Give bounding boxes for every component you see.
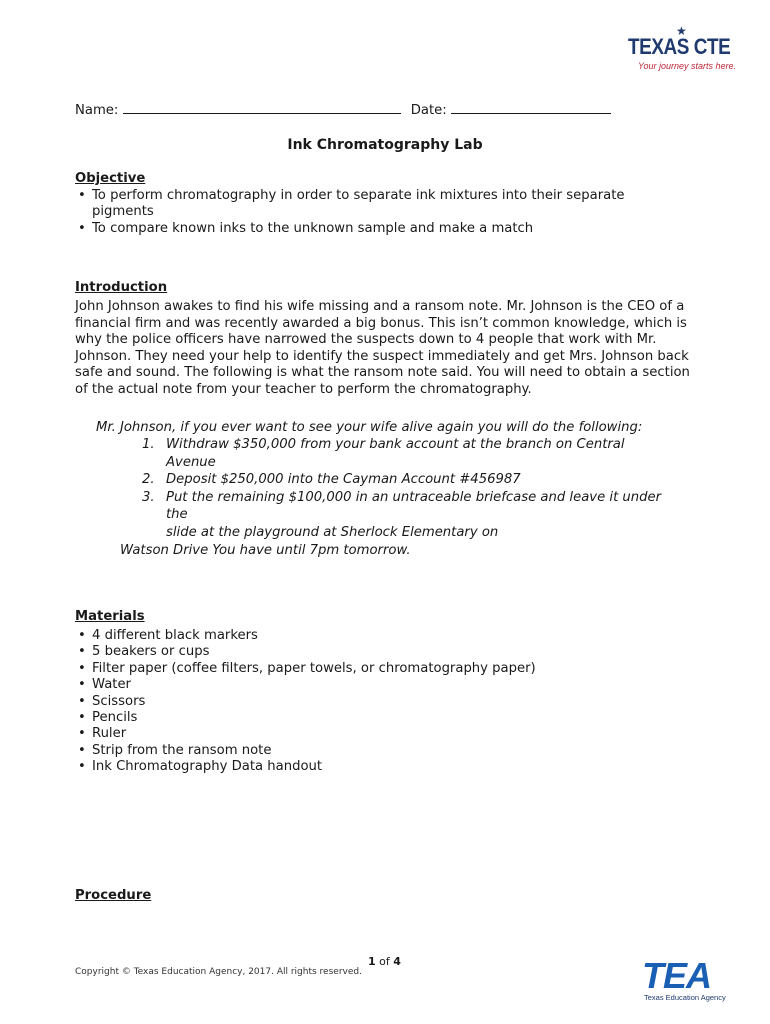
ransom-continuation-1: slide at the playground at Sherlock Elementary on — [166, 524, 499, 540]
procedure-heading: Procedure — [75, 888, 152, 903]
item-number: 3. — [142, 489, 155, 505]
date-field[interactable] — [451, 98, 611, 114]
list-item — [142, 436, 672, 471]
item-text: Put the remaining $100,000 in an untraceable briefcase and leave it under the — [166, 489, 662, 522]
date-label: Date: — [410, 103, 447, 118]
page-number — [368, 955, 401, 968]
star-icon: ★ — [676, 24, 687, 38]
item-text: Deposit $250,000 into the Cayman Account #456987 — [166, 472, 521, 487]
list-item: • To compare known inks to the unknown sample and make a match — [75, 221, 675, 237]
list-item: • 4 different black markers — [75, 628, 695, 644]
materials-heading: Materials — [75, 609, 145, 624]
item-text: Withdraw $350,000 from your bank account at the branch on Central Avenue — [166, 437, 625, 470]
page-of: of — [379, 955, 390, 968]
list-item: • Strip from the ransom note — [75, 743, 695, 759]
introduction-section — [75, 280, 695, 399]
item-number: 1. — [142, 437, 155, 452]
list-item: • Water — [75, 677, 695, 693]
list-item: • To perform chromatography in order to separate ink mixtures into their separate pigments — [75, 188, 675, 221]
list-item: • Scissors — [75, 694, 695, 710]
objective-list — [75, 188, 675, 237]
tea-logo — [642, 955, 737, 1005]
name-field[interactable] — [123, 98, 401, 114]
copyright-text: Copyright © Texas Education Agency, 2017. All rights reserved. — [75, 967, 362, 977]
introduction-heading: Introduction — [75, 280, 168, 295]
page-total: 4 — [393, 955, 401, 968]
ransom-intro: Mr. Johnson, if you ever want to see your wife alive again you will do the following: — [96, 420, 643, 435]
name-label: Name: — [75, 103, 119, 118]
ransom-continuation-2: Watson Drive You have until 7pm tomorrow. — [120, 542, 411, 558]
objective-section — [75, 171, 675, 237]
materials-list — [75, 628, 695, 776]
texas-cte-logo — [626, 24, 738, 74]
list-item — [142, 489, 672, 524]
page-current: 1 — [368, 955, 376, 968]
objective-heading: Objective — [75, 171, 146, 186]
ransom-list — [142, 436, 672, 524]
list-item: • Pencils — [75, 710, 695, 726]
tea-logo-text: TEA — [642, 955, 711, 996]
list-item — [142, 471, 672, 489]
list-item: • Ink Chromatography Data handout — [75, 759, 695, 775]
list-item: • 5 beakers or cups — [75, 644, 695, 660]
logo-name: TEXAS CTE — [628, 34, 731, 59]
ransom-note — [96, 419, 696, 560]
name-date-row — [75, 98, 611, 118]
introduction-text: John Johnson awakes to find his wife missing and a ransom note. Mr. Johnson is the CEO of a financial firm and was recently awarded a big bonus. This isn’t common knowledge, which is why the police officers have narrowed the suspects down to 4 people that work with Mr. Johnson. They need your help to identify the suspect immediately and get Mrs. Johnson back safe and sound. The following is what the ransom note said. You will need to obtain a section of the actual note from your teacher to perform the chromatography. — [75, 299, 690, 397]
list-item: • Ruler — [75, 726, 695, 742]
materials-section — [75, 609, 695, 776]
tea-logo-subtitle: Texas Education Agency — [644, 993, 726, 1002]
item-number: 2. — [142, 472, 155, 487]
page-title: Ink Chromatography Lab — [287, 137, 483, 153]
list-item: • Filter paper (coffee filters, paper towels, or chromatography paper) — [75, 661, 695, 677]
logo-tagline: Your journey starts here. — [638, 61, 737, 71]
